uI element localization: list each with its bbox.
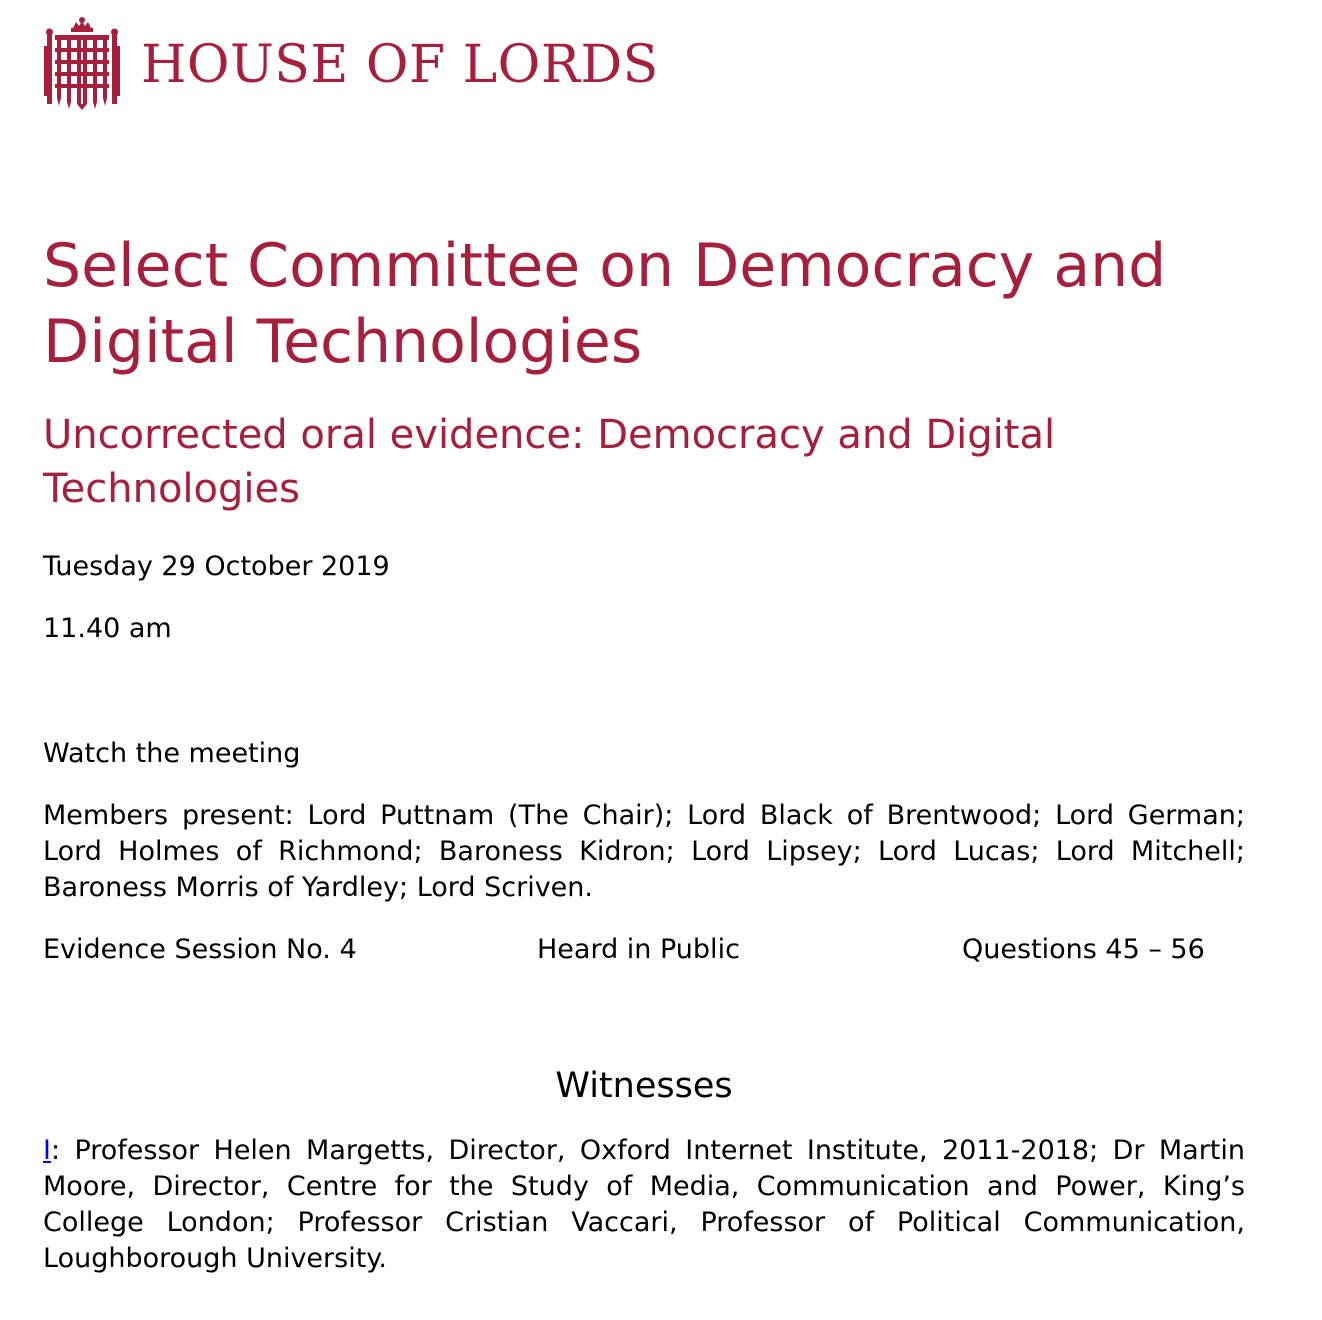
- witness-panel-text: : Professor Helen Margetts, Director, Oxford Internet Institute, 2011-2018; Dr Martin Moore, Director, Centre for the Study of Media, Communication and Power, King’s College London; Professor Cristian Vaccari, Professor of Political Communication, Loughborough University.: [43, 1135, 1245, 1274]
- masthead: [43, 16, 659, 110]
- evidence-subtitle: Uncorrected oral evidence: Democracy and Digital Technologies: [43, 412, 1056, 512]
- meeting-date: Tuesday 29 October 2019: [43, 551, 390, 582]
- members-present: Members present: Lord Puttnam (The Chair); Lord Black of Brentwood; Lord German; Lord Holmes of Richmond; Baroness Kidron; Lord Lipsey; Lord Lucas; Lord Mitchell; Baroness Morris of Yardley; Lord Scriven.: [43, 800, 1245, 903]
- panel-i-link[interactable]: I: [43, 1135, 51, 1166]
- session-number: Evidence Session No. 4: [43, 934, 357, 965]
- portcullis-icon: [43, 16, 121, 110]
- questions-range: Questions 45 – 56: [962, 934, 1205, 965]
- witnesses-heading: Witnesses: [555, 1066, 733, 1106]
- heard-status: Heard in Public: [537, 934, 740, 965]
- watch-meeting-link[interactable]: Watch the meeting: [43, 738, 301, 769]
- session-info-row: [43, 932, 1245, 968]
- witness-panel: [43, 1133, 1245, 1277]
- meeting-time: 11.40 am: [43, 613, 172, 644]
- house-name: HOUSE OF LORDS: [141, 35, 659, 95]
- committee-title: Select Committee on Democracy and Digital Technologies: [43, 231, 1167, 377]
